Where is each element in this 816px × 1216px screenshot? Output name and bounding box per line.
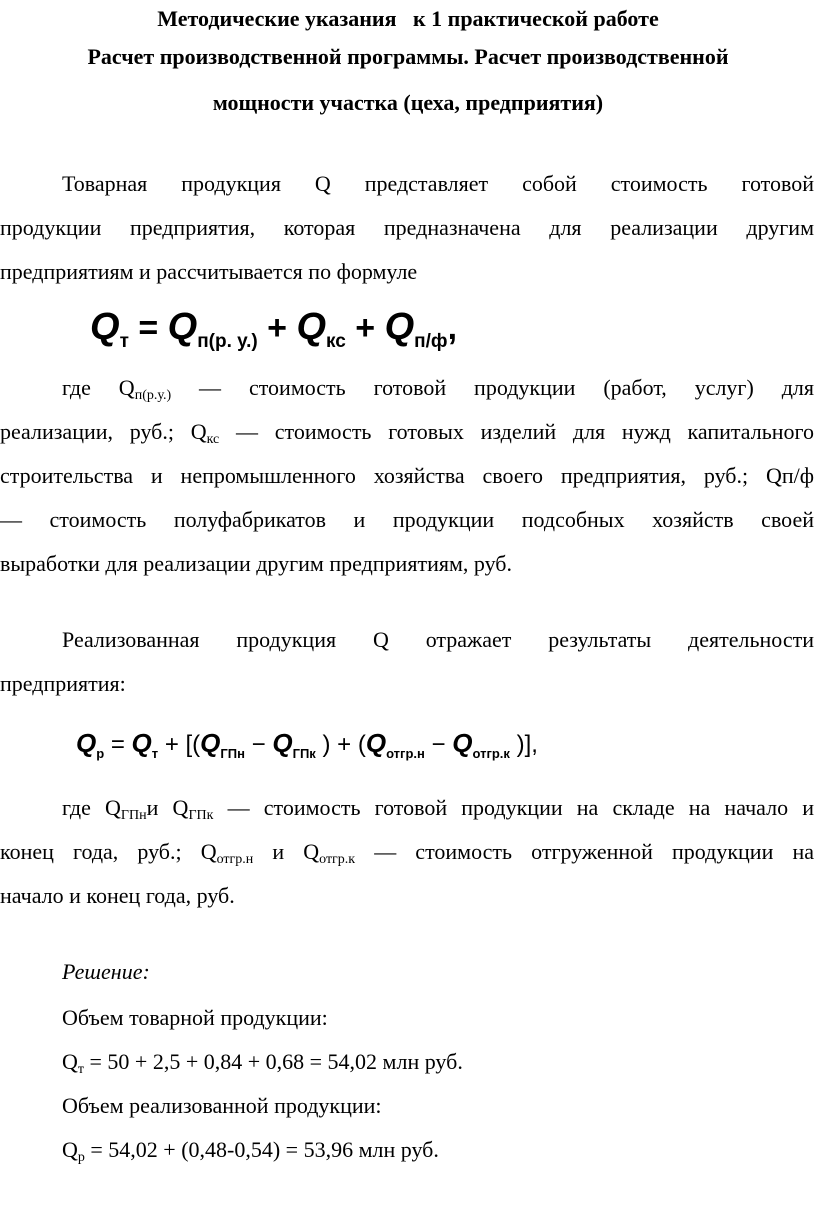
formula-symbol: Q <box>200 728 221 758</box>
solution-line: Объем реализованной продукции: <box>62 1093 382 1118</box>
text-span: — стоимость отгруженной продукции на <box>355 839 814 864</box>
subscript: п(р.у.) <box>134 388 172 403</box>
text-span: конец года, руб.; Q <box>0 839 217 864</box>
formula-symbol: Q <box>452 728 473 758</box>
text-span: — стоимость готовой продукции (работ, услуг) для <box>171 375 814 400</box>
doc-title-line2: Расчет производственной программы. Расчет производственной <box>87 44 729 69</box>
subscript: ГПк <box>188 808 214 823</box>
formula-subscript: р <box>96 746 105 761</box>
text-line: выработки для реализации другим предприятиям, руб. <box>0 551 512 576</box>
formula-subscript: ГПн <box>220 746 245 761</box>
formula-symbol: Q <box>384 306 415 348</box>
text-line: строительства и непромышленного хозяйства своего предприятия, руб.; Qп/ф <box>0 463 814 488</box>
formula-subscript: отгр.к <box>472 746 510 761</box>
text-line <box>0 366 814 410</box>
formula-symbol: Q <box>365 728 387 758</box>
formula-symbol: Q <box>272 728 293 758</box>
subscript: отгр.н <box>216 852 254 867</box>
formula-subscript: кс <box>326 331 346 352</box>
subscript: ГПн <box>120 808 147 823</box>
text-span: — стоимость готовой продукции на складе на начало и <box>213 795 814 820</box>
text-span: и Q <box>146 795 189 820</box>
formula-operator: = <box>138 309 159 347</box>
text-line <box>0 786 814 830</box>
paragraph-formula1-legend <box>0 366 814 586</box>
solution-line <box>62 1040 463 1084</box>
text-span: = 54,02 + (0,48-0,54) = 53,96 млн руб. <box>84 1137 439 1162</box>
subscript: р <box>77 1150 85 1165</box>
doc-title-line1: Методические указания к 1 практической работе <box>157 6 659 31</box>
formula-operator: = <box>110 731 125 758</box>
solution-line <box>62 1128 439 1172</box>
text-line: продукции предприятия, которая предназначена для реализации другим <box>0 215 814 240</box>
paragraph-formula2-legend <box>0 786 814 918</box>
paragraph-sold-output <box>0 618 814 706</box>
text-line: Товарная продукция Q представляет собой стоимость готовой <box>62 171 814 196</box>
formula-symbol: Q <box>90 306 120 348</box>
subscript: кс <box>206 432 220 447</box>
formula-punct: )], <box>516 731 538 758</box>
subscript: т <box>77 1062 85 1077</box>
formula-symbol: Q <box>131 728 152 758</box>
formula-operator: − <box>251 731 266 758</box>
formula-subscript: т <box>151 746 159 761</box>
text-line <box>0 410 814 454</box>
formula-subscript: т <box>119 331 129 352</box>
text-span: Q <box>62 1137 78 1162</box>
text-span: где Q <box>62 795 121 820</box>
paragraph-commodity-output <box>0 162 814 294</box>
text-line: предприятия: <box>0 671 126 696</box>
formula-punct: , <box>447 309 458 347</box>
text-line: — стоимость полуфабрикатов и продукции подсобных хозяйств своей <box>0 507 814 532</box>
formula-subscript: п/ф <box>414 331 448 352</box>
formula-operator: ) + ( <box>322 731 366 758</box>
formula-operator: − <box>431 731 446 758</box>
text-span: где Q <box>62 375 135 400</box>
text-line: начало и конец года, руб. <box>0 883 235 908</box>
text-span: Q <box>62 1049 78 1074</box>
text-span: реализации, руб.; Q <box>0 419 207 444</box>
formula-sold-output <box>76 728 538 759</box>
formula-operator: + <box>267 309 287 347</box>
formula-operator: + [( <box>164 731 201 758</box>
solution-line: Объем товарной продукции: <box>62 1005 328 1030</box>
text-span: — стоимость готовых изделий для нужд капитального <box>219 419 814 444</box>
formula-symbol: Q <box>296 306 327 348</box>
text-line: Реализованная продукция Q отражает результаты деятельности <box>62 627 814 652</box>
formula-symbol: Q <box>167 306 198 348</box>
text-span: и Q <box>253 839 320 864</box>
formula-symbol: Q <box>76 728 97 758</box>
doc-title-line3: мощности участка (цеха, предприятия) <box>212 90 604 115</box>
subscript: отгр.к <box>319 852 356 867</box>
formula-subscript: ГПк <box>292 746 316 761</box>
formula-operator: + <box>355 309 376 347</box>
formula-commodity-output <box>90 306 458 352</box>
text-line: предприятиям и рассчитывается по формуле <box>0 259 418 284</box>
solution-heading: Решение: <box>62 959 150 984</box>
formula-subscript: отгр.н <box>386 746 425 761</box>
text-line <box>0 830 814 874</box>
text-span: = 50 + 2,5 + 0,84 + 0,68 = 54,02 млн руб. <box>84 1049 463 1074</box>
formula-subscript: п(р. у.) <box>197 331 258 352</box>
